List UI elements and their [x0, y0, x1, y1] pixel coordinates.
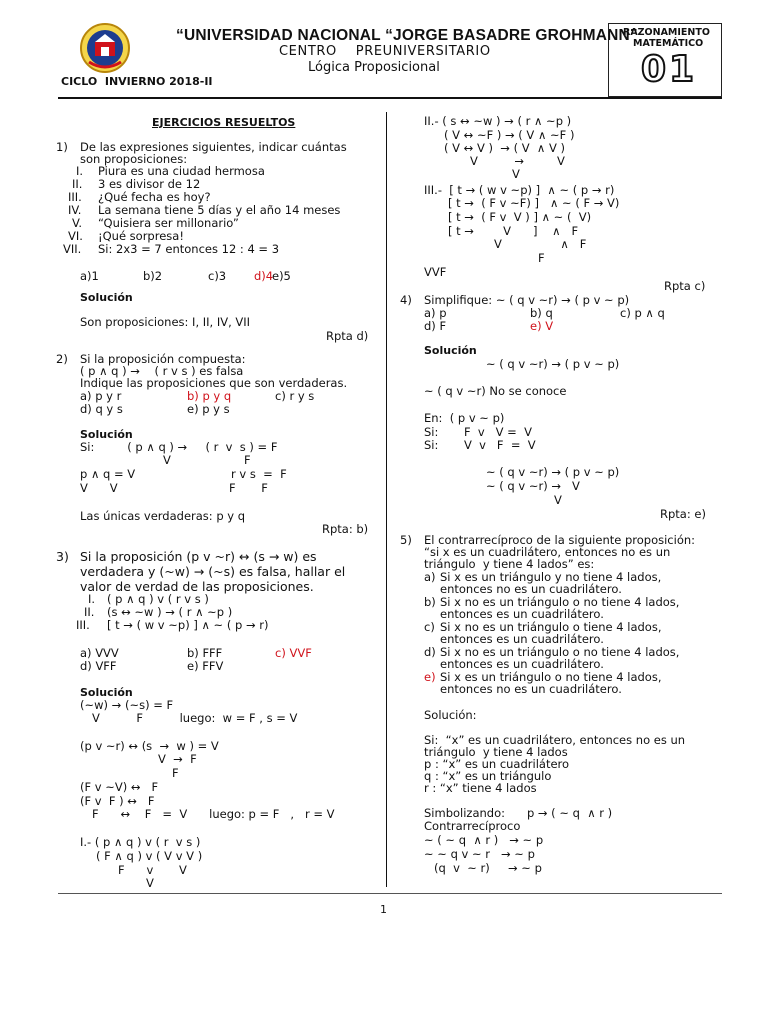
q3-solution-line: (F v F ) ↔ F	[80, 794, 155, 808]
q3-stem-1: Si la proposición (p v ~r) ↔ (s → w) es	[80, 549, 317, 564]
q4-option-e: e) V	[530, 319, 554, 333]
q2-rpta: Rpta: b)	[322, 522, 369, 536]
list-item-number: V.	[72, 216, 83, 230]
q5-solution-line: ~ ~ q v ~ r → ~ p	[424, 847, 535, 861]
q5-option-letter: a)	[424, 570, 436, 584]
list-item: 3 es divisor de 12	[98, 177, 201, 191]
list-item: ¿Qué fecha es hoy?	[98, 190, 211, 204]
q5-number: 5)	[400, 533, 412, 547]
q3-solution-line: V → F	[158, 752, 197, 766]
q5-option-text: entonces no es un cuadrilátero.	[440, 582, 622, 596]
q4-option-d: d) F	[424, 319, 447, 333]
list-item: “Quisiera ser millonario”	[98, 216, 239, 230]
q5-option-letter: c)	[424, 620, 435, 634]
badge-line1: RAZONAMIENTO	[623, 27, 710, 38]
list-item-number: I.	[88, 592, 96, 606]
q2-number: 2)	[56, 352, 68, 366]
q2-solution-line: V F	[163, 453, 251, 467]
list-item-number: I.	[76, 164, 84, 178]
q5-stem-1: El contrarrecíproco de la siguiente proposición:	[424, 533, 696, 547]
q3-part-ii-line: II.- ( s ↔ ~w ) → ( r ∧ ~p )	[424, 114, 572, 128]
q3-solution-line: V	[146, 876, 154, 890]
q3-solution-line: ( F ∧ q ) v ( V v V )	[96, 849, 203, 863]
q5-solution-line: triángulo y tiene 4 lados	[424, 745, 568, 759]
q4-solution-line: Si: F v V = V	[424, 425, 532, 439]
list-item: Piura es una ciudad hermosa	[98, 164, 265, 178]
list-item-number: III.	[76, 618, 90, 632]
q5-option-text: Si x no es un triángulo o no tiene 4 lados,	[440, 645, 680, 659]
section-heading: EJERCICIOS RESUELTOS	[152, 116, 296, 129]
q2-stem-2: ( p ∧ q ) → ( r v s ) es falsa	[80, 364, 244, 378]
footer-divider	[58, 893, 722, 894]
q5-solution-line: Simbolizando: p → ( ~ q ∧ r )	[424, 806, 613, 820]
q3-stem-3: valor de verdad de las proposiciones.	[80, 579, 314, 594]
q5-option-text: entonces es un cuadrilátero.	[440, 632, 604, 646]
q4-option-b: b) q	[530, 306, 553, 320]
q2-option-b: b) p y q	[187, 389, 232, 403]
q2-solution-line: V V	[80, 481, 118, 495]
q1-solution-label: Solución	[80, 291, 133, 304]
q5-option-text: entonces no es un cuadrilátero.	[440, 682, 622, 696]
q3-number: 3)	[56, 549, 69, 564]
q3-option-d: d) VFF	[80, 659, 117, 673]
list-item: Si: 2x3 = 7 entonces 12 : 4 = 3	[98, 242, 280, 256]
q5-solution-line: r : “x” tiene 4 lados	[424, 781, 537, 795]
list-item: La semana tiene 5 días y el año 14 meses	[98, 203, 341, 217]
q3-part-iii-line: [ t → ( F v ~F) ] ∧ ~ ( F → V)	[448, 196, 620, 210]
q3-solution-line: I.- ( p ∧ q ) v ( r v s )	[80, 835, 201, 849]
q5-solution-label: Solución:	[424, 708, 477, 722]
q5-solution-line: p : “x” es un cuadrilátero	[424, 757, 570, 771]
q5-option-text: Si x es un triángulo y no tiene 4 lados,	[440, 570, 662, 584]
q4-number: 4)	[400, 293, 412, 307]
q4-solution-label: Solución	[424, 344, 477, 357]
q1-option-a: a)1	[80, 269, 99, 283]
topic-label: Lógica Proposicional	[308, 60, 440, 75]
q3-solution-line: (~w) → (~s) = F	[80, 698, 174, 712]
q4-rpta: Rpta: e)	[660, 507, 706, 521]
column-divider	[386, 112, 387, 887]
q4-solution-line: ~ ( q v ~r) → ( p v ~ p)	[486, 465, 620, 479]
q2-option-c: c) r y s	[275, 389, 315, 403]
q1-option-e: e)5	[272, 269, 291, 283]
q3-part-iii-line: F	[538, 251, 545, 265]
q5-option-letter: b)	[424, 595, 436, 609]
list-item: ( p ∧ q ) v ( r v s )	[107, 592, 209, 606]
list-item-number: II.	[84, 605, 95, 619]
q3-option-a: a) VVV	[80, 646, 119, 660]
q4-solution-line: ~ ( q v ~r) → ( p v ~ p)	[486, 357, 620, 371]
q5-option-text: Si x no es un triángulo o no tiene 4 lados,	[440, 595, 680, 609]
q4-solution-line: ~ ( q v ~r) No se conoce	[424, 384, 567, 398]
header-divider	[58, 97, 722, 99]
list-item-number: III.	[68, 190, 82, 204]
q2-solution-line: F F	[229, 481, 268, 495]
q5-solution-line: Si: “x” es un cuadrilátero, entonces no es un	[424, 733, 686, 747]
q2-conclusion: Las únicas verdaderas: p y q	[80, 509, 246, 523]
subject-badge	[608, 23, 722, 97]
q3-solution-line: V F luego: w = F , s = V	[92, 711, 298, 725]
q3-solution-line: F v V	[118, 863, 187, 877]
q1-stem-1: De las expresiones siguientes, indicar cuántas	[80, 140, 347, 154]
q4-solution-line: En: ( p v ~ p)	[424, 411, 505, 425]
q1-stem-2: son proposiciones:	[80, 152, 188, 166]
list-item-number: VI.	[68, 229, 83, 243]
list-item: ¡Qué sorpresa!	[98, 229, 184, 243]
q3-part-ii-line: ( V ↔ ~F ) → ( V ∧ ~F )	[444, 128, 575, 142]
q2-solution-line: Si: ( p ∧ q ) → ( r v s ) = F	[80, 440, 278, 454]
q1-rpta: Rpta d)	[326, 329, 369, 343]
list-item-number: II.	[72, 177, 83, 191]
page-number: 1	[380, 903, 387, 916]
q3-option-e: e) FFV	[187, 659, 224, 673]
list-item-number: VII.	[63, 242, 82, 256]
q3-solution-line: F ↔ F = V luego: p = F , r = V	[92, 807, 335, 821]
q5-solution-line: Contrarrecíproco	[424, 819, 521, 833]
q3-part-ii-line: V	[512, 167, 520, 181]
q2-solution-line: p ∧ q = V	[80, 467, 136, 481]
q4-option-c: c) p ∧ q	[620, 306, 665, 320]
centro-label: CENTRO PREUNIVERSITARIO	[279, 44, 491, 59]
q3-option-b: b) FFF	[187, 646, 223, 660]
q3-part-iii-line: [ t → V ] ∧ F	[448, 224, 579, 238]
q2-solution-line: r v s = F	[231, 467, 287, 481]
q3-solution-line: (F v ~V) ↔ F	[80, 780, 159, 794]
q5-option-text: entonces es un cuadrilátero.	[440, 607, 604, 621]
q1-option-b: b)2	[143, 269, 163, 283]
q3-option-c: c) VVF	[275, 646, 312, 660]
q3-part-ii-line: V → V	[470, 154, 565, 168]
q5-option-text: Si x no es un triángulo o tiene 4 lados,	[440, 620, 662, 634]
q1-option-d: d)4	[254, 269, 274, 283]
list-item: [ t → ( w v ~p) ] ∧ ~ ( p → r)	[107, 618, 269, 632]
q2-option-e: e) p y s	[187, 402, 230, 416]
q2-option-a: a) p y r	[80, 389, 122, 403]
q4-stem: Simplifique: ~ ( q v ~r) → ( p v ~ p)	[424, 293, 630, 307]
university-name: “UNIVERSIDAD NACIONAL “JORGE BASADRE GROHMANN”	[176, 27, 638, 44]
q4-solution-line: Si: V v F = V	[424, 438, 536, 452]
q3-solution-line: (p v ~r) ↔ (s → w ) = V	[80, 739, 219, 753]
q2-solution-label: Solución	[80, 428, 133, 441]
q3-solution-label: Solución	[80, 686, 133, 699]
q4-solution-line: V	[554, 493, 562, 507]
q5-option-letter: e)	[424, 670, 436, 684]
q5-stem-2: “si x es un cuadrilátero, entonces no es un	[424, 545, 671, 559]
q5-option-letter: d)	[424, 645, 436, 659]
q5-option-text: Si x es un triángulo o no tiene 4 lados,	[440, 670, 662, 684]
q2-stem-3: Indique las proposiciones que son verdaderas.	[80, 376, 348, 390]
list-item: (s ↔ ~w ) → ( r ∧ ~p )	[107, 605, 233, 619]
list-item-number: IV.	[68, 203, 82, 217]
q4-solution-line: ~ ( q v ~r) → V	[486, 479, 580, 493]
q2-option-d: d) q y s	[80, 402, 123, 416]
q5-stem-3: triángulo y tiene 4 lados” es:	[424, 557, 595, 571]
q2-stem-1: Si la proposición compuesta:	[80, 352, 246, 366]
q1-answer-text: Son proposiciones: I, II, IV, VII	[80, 315, 251, 329]
university-logo	[79, 22, 131, 74]
badge-line2: MATEMÁTICO	[633, 38, 704, 49]
q3-part-ii-line: ( V ↔ V ) → ( V ∧ V )	[444, 141, 565, 155]
cycle-label: CICLO INVIERNO 2018-II	[61, 75, 213, 88]
q5-option-text: entonces es un cuadrilátero.	[440, 657, 604, 671]
q4-option-a: a) p	[424, 306, 447, 320]
q5-solution-line: ~ ( ~ q ∧ r ) → ~ p	[424, 833, 544, 847]
q3-solution-line: F	[172, 766, 179, 780]
q3-result: VVF	[424, 265, 447, 279]
q5-solution-line: (q v ~ r) → ~ p	[434, 861, 542, 875]
q3-part-iii-line: [ t → ( F v V ) ] ∧ ~ ( V)	[448, 210, 592, 224]
q1-option-c: c)3	[208, 269, 227, 283]
q3-part-iii-line: V ∧ F	[494, 237, 587, 251]
q3-rpta: Rpta c)	[664, 279, 706, 293]
q3-stem-2: verdadera y (~w) → (~s) es falsa, hallar el	[80, 564, 346, 579]
badge-number: 01	[641, 49, 698, 90]
q1-number: 1)	[56, 140, 68, 154]
q3-part-iii-line: III.- [ t → ( w v ~p) ] ∧ ~ ( p → r)	[424, 183, 615, 197]
q5-solution-line: q : “x” es un triángulo	[424, 769, 552, 783]
